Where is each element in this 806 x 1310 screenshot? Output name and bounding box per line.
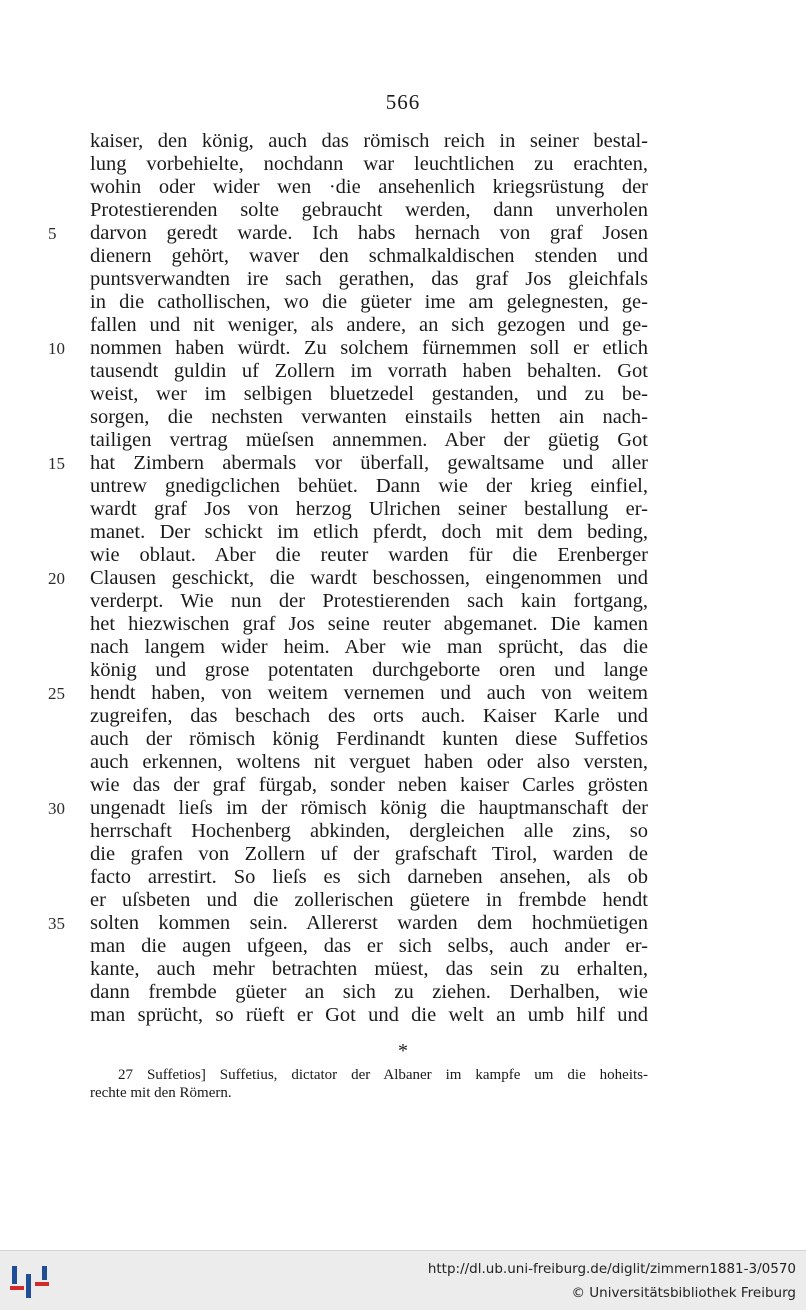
- footnote: [90, 1066, 648, 1102]
- text-line: facto arrestirt. So lieſs es sich darneben ansehen, als ob: [90, 866, 648, 888]
- text-line: Protestierenden solte gebraucht werden, dann unverholen: [90, 199, 648, 221]
- footer-bar: [0, 1250, 806, 1310]
- text-line: wie oblaut. Aber die reuter warden für die Erenberger: [90, 544, 648, 566]
- text-line: dienern gehört, waver den schmalkaldischen stenden und: [90, 245, 648, 267]
- footnote-separator: *: [398, 1040, 408, 1062]
- text-line: in die cathollischen, wo die güeter ime am gelegnesten, ge-: [90, 291, 648, 313]
- text-line: tailigen vertrag müeſsen annemmen. Aber der güetig Got: [90, 429, 648, 451]
- line-number: 30: [48, 799, 65, 818]
- line-number: 35: [48, 914, 65, 933]
- text-line: tausendt guldin uf Zollern im vorrath haben behalten. Got: [90, 360, 648, 382]
- text-line: weist, wer im selbigen bluetzedel gestanden, und zu be-: [90, 383, 648, 405]
- text-line: puntsverwandten ire sach gerathen, das graf Jos gleichfals: [90, 268, 648, 290]
- line-number: 15: [48, 454, 65, 473]
- ub-freiburg-logo-icon: [8, 1260, 52, 1302]
- text-line: lung vorbehielte, nochdann war leuchtlichen zu erachten,: [90, 153, 648, 175]
- text-line: auch erkennen, woltens nit verguet haben oder also versten,: [90, 751, 648, 773]
- text-line: zugreifen, das beschach des orts auch. Kaiser Karle und: [90, 705, 648, 727]
- line-number: 5: [48, 224, 57, 243]
- text-line: nach langem wider heim. Aber wie man sprücht, das die: [90, 636, 648, 658]
- text-line: solten kommen sein. Allererst warden dem hochmüetigen: [90, 912, 648, 934]
- text-line: kaiser, den könig, auch das römisch reich in seiner bestal-: [90, 130, 648, 152]
- text-line: wie das der graf fürgab, sonder neben kaiser Carles grösten: [90, 774, 648, 796]
- footnote-line: 27 Suffetios] Suffetius, dictator der Albaner im kampfe um die hoheits-: [118, 1067, 648, 1083]
- page-number: 566: [385, 90, 421, 114]
- line-number: 10: [48, 339, 65, 358]
- text-line: verderpt. Wie nun der Protestierenden sach kain fortgang,: [90, 590, 648, 612]
- text-line: nommen haben würdt. Zu solchem fürnemmen soll er etlich: [90, 337, 648, 359]
- text-line: hendt haben, von weitem vernemen und auch von weitem: [90, 682, 648, 704]
- text-line: kante, auch mehr betrachten müest, das sein zu erhalten,: [90, 958, 648, 980]
- footnote-line: rechte mit den Römern.: [90, 1085, 232, 1101]
- text-line: auch der römisch könig Ferdinandt kunten diese Suffetios: [90, 728, 648, 750]
- text-line: dann frembde güeter an sich zu ziehen. Derhalben, wie: [90, 981, 648, 1003]
- text-line: het hiezwischen graf Jos seine reuter abgemanet. Die kamen: [90, 613, 648, 635]
- text-line: manet. Der schickt im etlich pferdt, doch mit dem beding,: [90, 521, 648, 543]
- text-line: untrew gnedigclichen behüet. Dann wie der krieg einfiel,: [90, 475, 648, 497]
- text-line: sorgen, die nechsten verwanten einstails hetten ain nach-: [90, 406, 648, 428]
- text-line: darvon geredt warde. Ich habs hernach von graf Josen: [90, 222, 648, 244]
- line-number: 25: [48, 684, 65, 703]
- footer-url-link[interactable]: http://dl.ub.uni-freiburg.de/diglit/zimmern1881-3/0570: [427, 1261, 796, 1277]
- text-line: Clausen geschickt, die wardt beschossen, eingenommen und: [90, 567, 648, 589]
- text-line: die grafen von Zollern uf der grafschaft Tirol, warden de: [90, 843, 648, 865]
- text-line: ungenadt lieſs im der römisch könig die hauptmanschaft der: [90, 797, 648, 819]
- text-line: wardt graf Jos von herzog Ulrichen seiner bestallung er-: [90, 498, 648, 520]
- text-line: man sprücht, so rüeft er Got und die welt an umb hilf und: [90, 1004, 648, 1026]
- text-line: er uſsbeten und die zollerischen güetere in frembde hendt: [90, 889, 648, 911]
- footer-copyright: © Universitätsbibliothek Freiburg: [571, 1285, 796, 1301]
- text-line: herrschaft Hochenberg abkinden, dergleichen alle zins, so: [90, 820, 648, 842]
- text-line: wohin oder wider wen ·die ansehenlich kriegsrüstung der: [90, 176, 648, 198]
- text-line: könig und grose potentaten durchgeborte oren und lange: [90, 659, 648, 681]
- text-line: hat Zimbern abermals vor überfall, gewaltsame und aller: [90, 452, 648, 474]
- text-line: man die augen ufgeen, das er sich selbs, auch ander er-: [90, 935, 648, 957]
- line-number: 20: [48, 569, 65, 588]
- text-line: fallen und nit weniger, als andere, an sich gezogen und ge-: [90, 314, 648, 336]
